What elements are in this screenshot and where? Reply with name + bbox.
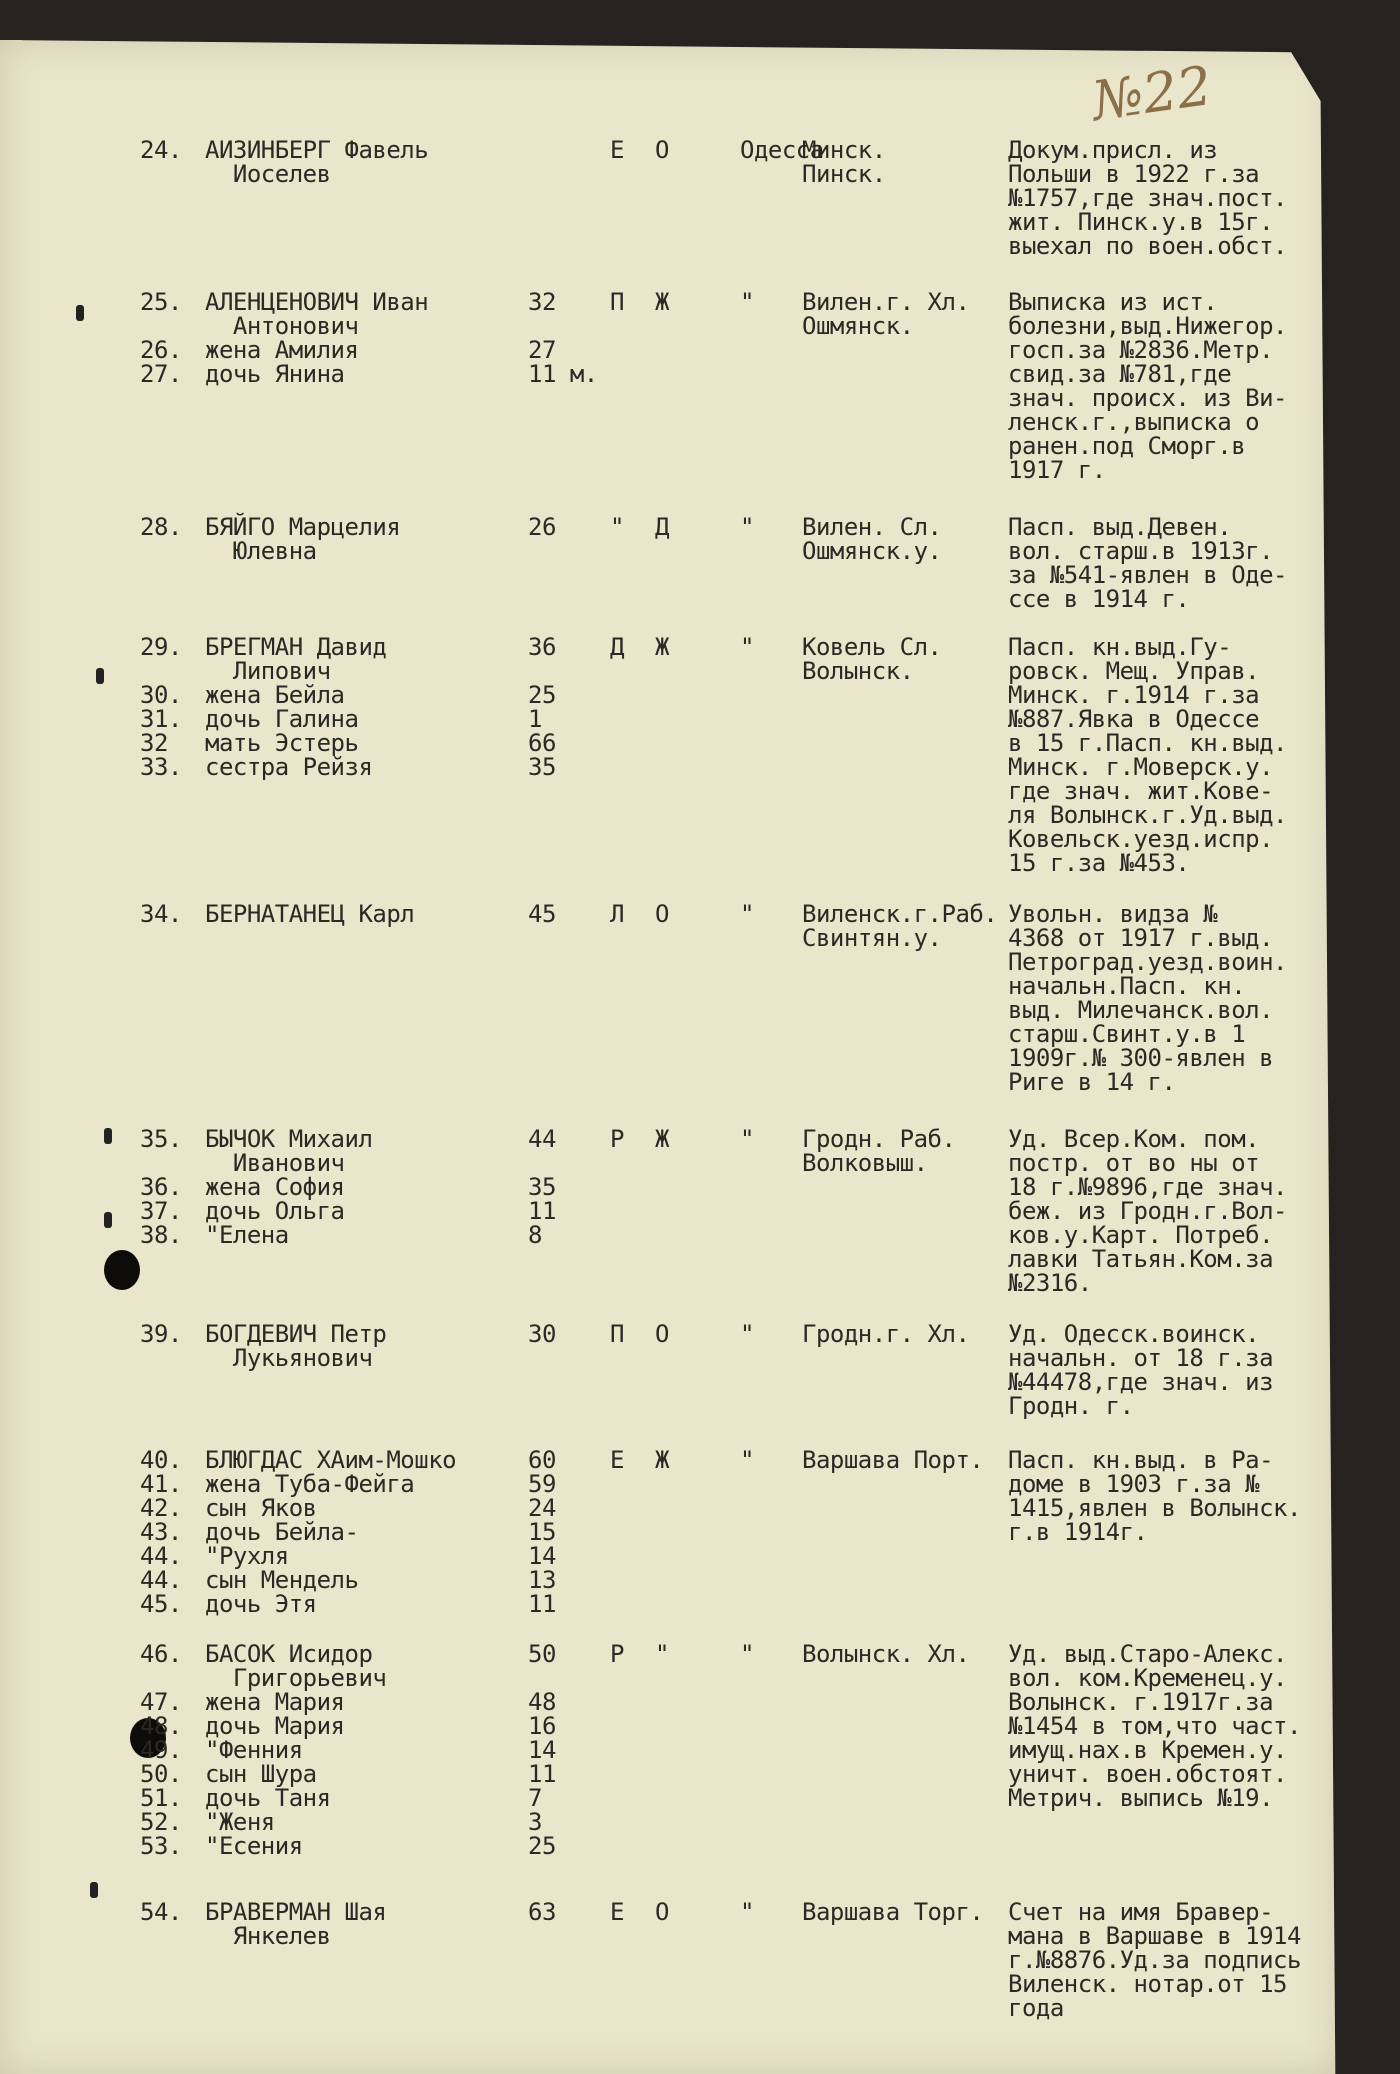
family-member-name: сестра Рейзя (205, 753, 373, 781)
status-mark: О (655, 900, 669, 928)
entry-number: 35. (140, 1125, 182, 1153)
family-member-name: дочь Янина (205, 360, 345, 388)
person-name: АЛЕНЦЕНОВИЧ Иван (205, 288, 429, 316)
document-note-line: Волынск. г.1917г.за (1008, 1688, 1274, 1716)
document-note-line: свид.за №781,где (1008, 360, 1232, 388)
document-note-line: 4368 от 1917 г.выд. (1008, 924, 1274, 952)
religion-mark: Е (610, 136, 624, 164)
person-patronymic: Антонович (205, 312, 359, 340)
family-member-number: 53. (140, 1832, 182, 1860)
person-name: БАСОК Исидор (205, 1640, 373, 1668)
origin-place: Виленск.г.Раб. (802, 900, 998, 928)
margin-mark (104, 1212, 112, 1228)
document-note-line: старш.Свинт.у.в 1 (1008, 1020, 1246, 1048)
entry-number: 24. (140, 136, 182, 164)
family-member-name: жена София (205, 1173, 345, 1201)
origin-district: Пинск. (802, 160, 886, 188)
residence-city: Одесса (740, 136, 824, 164)
family-member-number: 33. (140, 753, 182, 781)
family-member-number: 45. (140, 1590, 182, 1618)
family-member-name: "Есения (205, 1832, 303, 1860)
family-member-name: дочь Галина (205, 705, 359, 733)
person-name: БЛЮГДАС ХАим-Мошко (205, 1446, 457, 1474)
status-mark: О (655, 1320, 669, 1348)
document-note-line: в 15 г.Пасп. кн.выд. (1008, 729, 1287, 757)
status-mark: Ж (655, 1446, 669, 1474)
document-note-line: вол. ком.Кременец.у. (1008, 1664, 1287, 1692)
family-member-age: 59 (528, 1470, 556, 1498)
family-member-number: 51. (140, 1784, 182, 1812)
person-age: 44 (528, 1125, 556, 1153)
origin-district: Ошмянск.у. (802, 537, 942, 565)
status-mark: Ж (655, 1125, 669, 1153)
entry-number: 46. (140, 1640, 182, 1668)
document-note-line: лавки Татьян.Ком.за (1008, 1245, 1274, 1273)
family-member-age: 14 (528, 1542, 556, 1570)
residence-city: " (740, 1125, 754, 1153)
family-member-age: 11 (528, 1197, 556, 1225)
document-note-line: выехал по воен.обст. (1008, 232, 1287, 260)
document-note-line: 15 г.за №453. (1008, 849, 1190, 877)
origin-place: Гродн.г. Хл. (802, 1320, 970, 1348)
margin-mark (76, 305, 84, 321)
family-member-number: 30. (140, 681, 182, 709)
family-member-age: 16 (528, 1712, 556, 1740)
family-member-age: 15 (528, 1518, 556, 1546)
family-member-number: 32 (140, 729, 168, 757)
document-note-line: ков.у.Карт. Потреб. (1008, 1221, 1274, 1249)
person-age: 30 (528, 1320, 556, 1348)
document-note-line: болезни,выд.Нижегор. (1008, 312, 1287, 340)
residence-city: " (740, 1898, 754, 1926)
residence-city: " (740, 1446, 754, 1474)
document-note-line: мана в Варшаве в 1914 (1008, 1922, 1301, 1950)
family-member-name: сын Шура (205, 1760, 317, 1788)
person-patronymic: Юлевна (205, 537, 317, 565)
document-note-line: доме в 1903 г.за № (1008, 1470, 1260, 1498)
family-member-age: 13 (528, 1566, 556, 1594)
margin-mark (96, 668, 104, 684)
document-note-line: беж. из Гродн.г.Вол- (1008, 1197, 1287, 1225)
document-note-line: Увольн. видза № (1008, 900, 1218, 928)
document-note-line: ля Волынск.г.Уд.выд. (1008, 801, 1287, 829)
family-member-age: 3 (528, 1808, 542, 1836)
family-member-number: 50. (140, 1760, 182, 1788)
religion-mark: Е (610, 1446, 624, 1474)
document-note-line: Докум.присл. из (1008, 136, 1218, 164)
person-name: БРЕГМАН Давид (205, 633, 387, 661)
person-age: 60 (528, 1446, 556, 1474)
family-member-name: сын Яков (205, 1494, 317, 1522)
document-note-line: г.в 1914г. (1008, 1518, 1148, 1546)
family-member-age: 35 (528, 1173, 556, 1201)
margin-mark (104, 1128, 112, 1144)
family-member-name: сын Мендель (205, 1566, 359, 1594)
origin-place: Ковель Сл. (802, 633, 942, 661)
family-member-number: 38. (140, 1221, 182, 1249)
person-name: БРАВЕРМАН Шая (205, 1898, 387, 1926)
person-name: БЯЙГО Марцелия (205, 513, 401, 541)
entry-number: 54. (140, 1898, 182, 1926)
family-member-number: 31. (140, 705, 182, 733)
family-member-age: 24 (528, 1494, 556, 1522)
document-note-line: №887.Явка в Одессе (1008, 705, 1260, 733)
origin-place: Минск. (802, 136, 886, 164)
document-note-line: начальн.Пасп. кн. (1008, 972, 1246, 1000)
document-note-line: Ковельск.уезд.испр. (1008, 825, 1274, 853)
document-note-line: Пасп. выд.Девен. (1008, 513, 1232, 541)
entry-number: 34. (140, 900, 182, 928)
origin-place: Вилен.г. Хл. (802, 288, 970, 316)
person-patronymic: Янкелев (205, 1922, 331, 1950)
family-member-name: "Фенния (205, 1736, 303, 1764)
person-patronymic: Иванович (205, 1149, 345, 1177)
family-member-name: дочь Бейла- (205, 1518, 359, 1546)
document-note-line: Уд. Всер.Ком. пом. (1008, 1125, 1260, 1153)
document-note-line: №1454 в том,что част. (1008, 1712, 1301, 1740)
document-note-line: ровск. Мещ. Управ. (1008, 657, 1260, 685)
document-note-line: Метрич. выпись №19. (1008, 1784, 1274, 1812)
family-member-number: 49. (140, 1736, 182, 1764)
family-member-number: 27. (140, 360, 182, 388)
origin-place: Варшава Торг. (802, 1898, 984, 1926)
punch-hole (104, 1250, 140, 1290)
entry-number: 28. (140, 513, 182, 541)
document-note-line: ссе в 1914 г. (1008, 585, 1190, 613)
document-note-line: 1917 г. (1008, 456, 1106, 484)
entry-number: 25. (140, 288, 182, 316)
residence-city: " (740, 288, 754, 316)
entry-number: 29. (140, 633, 182, 661)
family-member-age: 48 (528, 1688, 556, 1716)
document-note-line: Гродн. г. (1008, 1392, 1134, 1420)
document-note-line: №1757,где знач.пост. (1008, 184, 1287, 212)
family-member-name: дочь Ольга (205, 1197, 345, 1225)
residence-city: " (740, 633, 754, 661)
family-member-age: 8 (528, 1221, 542, 1249)
origin-district: Волынск. (802, 657, 914, 685)
document-note-line: Виленск. нотар.от 15 (1008, 1970, 1287, 1998)
document-note-line: Петроград.уезд.воин. (1008, 948, 1287, 976)
person-age: 45 (528, 900, 556, 928)
religion-mark: " (610, 513, 624, 541)
origin-place: Варшава Порт. (802, 1446, 984, 1474)
family-member-name: мать Эстерь (205, 729, 359, 757)
family-member-name: дочь Мария (205, 1712, 345, 1740)
residence-city: " (740, 1640, 754, 1668)
document-note-line: Счет на имя Бравер- (1008, 1898, 1274, 1926)
origin-place: Гродн. Раб. (802, 1125, 956, 1153)
residence-city: " (740, 900, 754, 928)
religion-mark: П (610, 1320, 624, 1348)
document-note-line: 18 г.№9896,где знач. (1008, 1173, 1287, 1201)
person-name: БЕРНАТАНЕЦ Карл (205, 900, 415, 928)
person-name: АИЗИНБЕРГ Фавель (205, 136, 429, 164)
document-note-line: госп.за №2836.Метр. (1008, 336, 1274, 364)
document-note-line: Риге в 14 г. (1008, 1068, 1176, 1096)
person-age: 63 (528, 1898, 556, 1926)
document-note-line: Минск. г.1914 г.за (1008, 681, 1260, 709)
document-note-line: №44478,где знач. из (1008, 1368, 1274, 1396)
person-age: 26 (528, 513, 556, 541)
religion-mark: Д (610, 633, 624, 661)
person-age: 50 (528, 1640, 556, 1668)
family-member-age: 7 (528, 1784, 542, 1812)
person-name: БОГДЕВИЧ Петр (205, 1320, 387, 1348)
status-mark: О (655, 136, 669, 164)
person-patronymic: Липович (205, 657, 331, 685)
family-member-age: 11 (528, 1590, 556, 1618)
origin-district: Свинтян.у. (802, 924, 942, 952)
document-note-line: жит. Пинск.у.в 15г. (1008, 208, 1274, 236)
status-mark: Ж (655, 633, 669, 661)
family-member-number: 44. (140, 1566, 182, 1594)
document-note-line: №2316. (1008, 1269, 1092, 1297)
person-age: 32 (528, 288, 556, 316)
religion-mark: Р (610, 1640, 624, 1668)
status-mark: " (655, 1640, 669, 1668)
document-note-line: постр. от во ны от (1008, 1149, 1260, 1177)
person-patronymic: Григорьевич (205, 1664, 387, 1692)
family-member-name: "Елена (205, 1221, 289, 1249)
family-member-name: "Рухля (205, 1542, 289, 1570)
family-member-age: 35 (528, 753, 556, 781)
religion-mark: Л (610, 900, 624, 928)
family-member-number: 44. (140, 1542, 182, 1570)
status-mark: О (655, 1898, 669, 1926)
religion-mark: Е (610, 1898, 624, 1926)
document-note-line: Пасп. кн.выд.Гу- (1008, 633, 1232, 661)
family-member-number: 26. (140, 336, 182, 364)
document-note-line: имущ.нах.в Кремен.у. (1008, 1736, 1287, 1764)
family-member-name: дочь Таня (205, 1784, 331, 1812)
family-member-number: 47. (140, 1688, 182, 1716)
origin-district: Волковыш. (802, 1149, 928, 1177)
family-member-age: 1 (528, 705, 542, 733)
origin-place: Вилен. Сл. (802, 513, 942, 541)
document-note-line: 1909г.№ 300-явлен в (1008, 1044, 1274, 1072)
person-patronymic: Иоселев (205, 160, 331, 188)
family-member-number: 48. (140, 1712, 182, 1740)
residence-city: " (740, 513, 754, 541)
family-member-name: дочь Этя (205, 1590, 317, 1618)
entry-number: 40. (140, 1446, 182, 1474)
document-note-line: Минск. г.Моверск.у. (1008, 753, 1274, 781)
document-note-line: вол. старш.в 1913г. (1008, 537, 1274, 565)
document-note-line: года (1008, 1994, 1064, 2022)
family-member-age: 66 (528, 729, 556, 757)
origin-place: Волынск. Хл. (802, 1640, 970, 1668)
document-note-line: г.№8876.Уд.за подпись (1008, 1946, 1301, 1974)
margin-mark (90, 1882, 98, 1898)
document-note-line: 1415,явлен в Волынск. (1008, 1494, 1301, 1522)
document-note-line: Польши в 1922 г.за (1008, 160, 1260, 188)
family-member-number: 42. (140, 1494, 182, 1522)
family-member-name: "Женя (205, 1808, 275, 1836)
document-note-line: выд. Милечанск.вол. (1008, 996, 1274, 1024)
document-note-line: Уд. выд.Старо-Алекс. (1008, 1640, 1287, 1668)
entry-number: 39. (140, 1320, 182, 1348)
document-note-line: за №541-явлен в Оде- (1008, 561, 1287, 589)
family-member-name: жена Амилия (205, 336, 359, 364)
document-note-line: Выписка из ист. (1008, 288, 1218, 316)
person-age: 36 (528, 633, 556, 661)
status-mark: Ж (655, 288, 669, 316)
family-member-age: 11 м. (528, 360, 598, 388)
origin-district: Ошмянск. (802, 312, 914, 340)
document-note-line: уничт. воен.обстоят. (1008, 1760, 1287, 1788)
person-patronymic: Лукьянович (205, 1344, 373, 1372)
family-member-name: жена Бейла (205, 681, 345, 709)
family-member-number: 36. (140, 1173, 182, 1201)
status-mark: Д (655, 513, 669, 541)
document-note-line: где знач. жит.Кове- (1008, 777, 1274, 805)
residence-city: " (740, 1320, 754, 1348)
family-member-age: 11 (528, 1760, 556, 1788)
family-member-age: 25 (528, 1832, 556, 1860)
family-member-number: 43. (140, 1518, 182, 1546)
document-note-line: Уд. Одесск.воинск. (1008, 1320, 1260, 1348)
document-note-line: ленск.г.,выписка о (1008, 408, 1260, 436)
person-name: БЫЧОК Михаил (205, 1125, 373, 1153)
document-note-line: знач. происх. из Ви- (1008, 384, 1287, 412)
family-member-number: 37. (140, 1197, 182, 1225)
family-member-number: 41. (140, 1470, 182, 1498)
religion-mark: Р (610, 1125, 624, 1153)
document-note-line: начальн. от 18 г.за (1008, 1344, 1274, 1372)
religion-mark: П (610, 288, 624, 316)
family-member-name: жена Туба-Фейга (205, 1470, 415, 1498)
document-note-line: Пасп. кн.выд. в Ра- (1008, 1446, 1274, 1474)
family-member-name: жена Мария (205, 1688, 345, 1716)
family-member-age: 27 (528, 336, 556, 364)
family-member-age: 14 (528, 1736, 556, 1764)
family-member-number: 52. (140, 1808, 182, 1836)
document-note-line: ранен.под Сморг.в (1008, 432, 1246, 460)
family-member-age: 25 (528, 681, 556, 709)
page-number-stamp: №22 (1088, 53, 1216, 134)
